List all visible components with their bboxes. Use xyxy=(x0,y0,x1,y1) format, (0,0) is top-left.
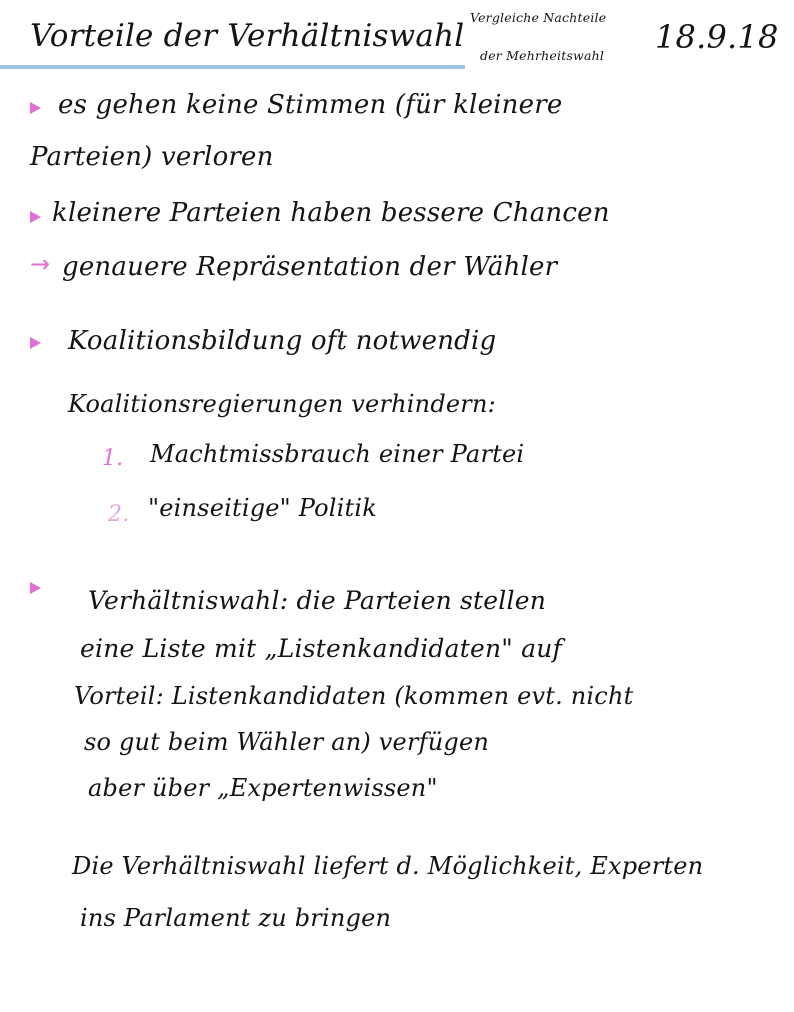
coalition-item-1: Machtmissbrauch einer Partei xyxy=(150,440,525,468)
coalition-intro: Koalitionsregierungen verhindern: xyxy=(68,390,496,418)
bullet-marker xyxy=(30,102,41,114)
page-title: Vorteile der Verhältniswahl xyxy=(30,18,465,54)
bullet-4: Koalitionsbildung oft notwendig xyxy=(68,326,497,356)
side-note-line-2: der Mehrheitswahl xyxy=(480,48,605,63)
date: 18.9.18 xyxy=(655,18,779,56)
arrow-item: genauere Repräsentation der Wähler xyxy=(62,252,558,282)
bullet-marker xyxy=(30,582,41,594)
title-underline xyxy=(0,65,465,69)
side-note-line-1: Vergleiche Nachteile xyxy=(470,10,607,25)
bullet-5-line-2: eine Liste mit „Listenkandidaten" auf xyxy=(80,634,562,663)
arrow-icon: → xyxy=(30,250,51,278)
list-number-2: 2. xyxy=(108,502,130,527)
list-number-1: 1. xyxy=(102,446,124,471)
conclusion-line-1: Die Verhältniswahl liefert d. Möglichkeit, Experten xyxy=(72,852,704,880)
bullet-5-line-4: so gut beim Wähler an) verfügen xyxy=(84,728,490,756)
bullet-marker xyxy=(30,337,41,349)
bullet-5-term: Verhältniswahl xyxy=(88,586,280,615)
bullet-1-line-2: Parteien) verloren xyxy=(30,142,274,172)
conclusion-line-2: ins Parlament zu bringen xyxy=(80,904,392,932)
bullet-1-line-1: es gehen keine Stimmen (für kleinere xyxy=(58,90,563,120)
bullet-5-line-1 xyxy=(88,586,546,615)
bullet-5-line-5: aber über „Expertenwissen" xyxy=(88,774,438,802)
bullet-marker xyxy=(30,211,41,223)
bullet-5-line-1-rest: : die Parteien stellen xyxy=(279,586,546,615)
coalition-item-2: "einseitige" Politik xyxy=(148,494,377,522)
bullet-2: kleinere Parteien haben bessere Chancen xyxy=(52,198,610,228)
bullet-5-line-3: Vorteil: Listenkandidaten (kommen evt. nicht xyxy=(74,682,634,710)
